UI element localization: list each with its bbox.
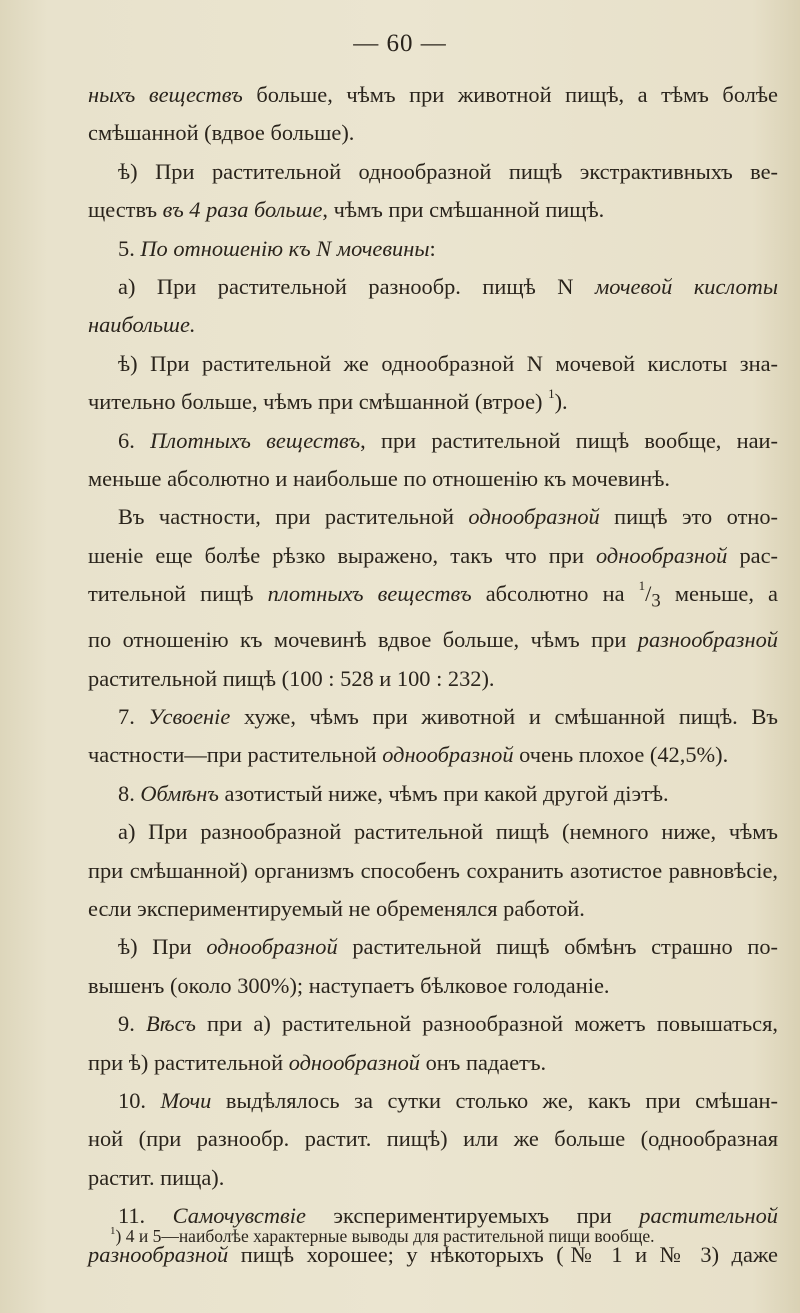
text-run: вышенъ (около 300%); наступаетъ бѣлковое голоданіе. <box>88 972 610 998</box>
text-run: шеніе еще болѣе рѣзко выражено, такъ что при <box>88 542 597 568</box>
text-run: ществъ <box>88 197 163 223</box>
italic-text: Самочувствіе <box>172 1203 306 1229</box>
footnote-text: ) 4 и 5—наиболѣе характерные выводы для растительной пищи вообще. <box>115 1226 655 1246</box>
text-run: выдѣлялось за сутки столько же, какъ при смѣшан- <box>211 1088 778 1114</box>
text-run: : <box>429 235 436 261</box>
italic-text: мочевой кислоты <box>594 274 778 300</box>
italic-text: растительной <box>639 1203 778 1229</box>
text-run: , при растительной пищѣ вообще, наи- <box>360 427 778 453</box>
italic-text: однообразной <box>468 504 600 530</box>
text-line <box>88 268 778 306</box>
text-line <box>88 383 778 421</box>
text-line <box>88 230 778 268</box>
italic-text: Обмѣнъ <box>140 780 219 806</box>
text-run: меньше, а <box>660 581 778 607</box>
text-run: растит. пища). <box>88 1164 225 1190</box>
text-run: тительной пищѣ <box>88 581 268 607</box>
text-run: 7. <box>118 703 149 729</box>
text-run: 11. <box>118 1203 173 1229</box>
text-line <box>88 890 778 928</box>
italic-text: Вѣсъ <box>145 1011 196 1037</box>
italic-text: наибольше. <box>88 312 196 338</box>
italic-text: Усвоеніе <box>148 703 231 729</box>
text-run: азотистый ниже, чѣмъ при какой другой діэтѣ. <box>218 780 669 806</box>
italic-text: однообразной <box>206 934 338 960</box>
text-run: 10. <box>118 1088 161 1114</box>
text-run: пищѣ это отно- <box>599 504 778 530</box>
text-run: меньше абсолютно и наибольше по отношенію къ мочевинѣ. <box>88 466 671 492</box>
text-run: 8. <box>118 780 141 806</box>
text-run: 6. <box>118 427 151 453</box>
text-run: ѣ) При растительной же однообразной N мочевой кислоты зна- <box>118 350 778 376</box>
footnote <box>110 1226 770 1247</box>
italic-text: разнообразной <box>88 1241 229 1267</box>
text-run: по отношенію къ мочевинѣ вдвое больше, чѣмъ при <box>88 627 638 653</box>
text-run: при ѣ) растительной <box>88 1049 289 1075</box>
italic-text: однообразной <box>288 1049 421 1075</box>
text-run: ѣ) При растительной однообразной пищѣ экстрактивныхъ ве- <box>118 158 778 184</box>
text-run: 9. <box>118 1011 146 1037</box>
text-line <box>88 1120 778 1158</box>
text-line <box>88 345 778 383</box>
page-number: — 60 — <box>353 30 447 57</box>
italic-text: ныхъ веществъ <box>88 82 243 107</box>
text-line <box>88 498 778 536</box>
text-line <box>88 1159 778 1197</box>
text-line <box>88 813 778 851</box>
text-line <box>88 967 778 1005</box>
text-line <box>88 775 778 813</box>
text-run: смѣшанной (вдвое больше). <box>88 120 355 146</box>
text-run: растительной пищѣ обмѣнъ страшно по- <box>337 934 778 960</box>
text-run: пищѣ хорошее; у нѣкоторыхъ (№ 1 и № 3) даже <box>228 1241 778 1267</box>
text-run: при а) растительной разнообразной можетъ повышаться, <box>195 1011 779 1037</box>
italic-text: въ 4 раза больше <box>162 197 323 223</box>
text-line <box>88 306 778 344</box>
text-run: ѣ) При <box>118 934 207 960</box>
text-run: / <box>645 581 652 607</box>
text-line <box>88 575 778 621</box>
text-run: а) При растительной разнообр. пищѣ N <box>118 274 595 300</box>
subscript: 3 <box>651 590 661 612</box>
text-line <box>88 621 778 659</box>
text-run: экспериментируемыхъ при <box>305 1203 640 1229</box>
text-run: если экспериментируемый не обременялся работой. <box>88 896 585 921</box>
italic-text: плотныхъ веществъ <box>267 581 472 607</box>
text-line <box>88 1082 778 1120</box>
text-line <box>88 153 778 191</box>
text-run: онъ падаетъ. <box>420 1049 547 1075</box>
text-run: рас- <box>727 542 778 568</box>
text-run: больше, чѣмъ при животной пищѣ, а тѣмъ болѣе <box>242 82 778 107</box>
text-line <box>88 852 778 890</box>
text-line <box>88 76 778 114</box>
text-line <box>88 660 778 698</box>
text-run: а) При разнообразной растительной пищѣ (немного ниже, чѣмъ <box>118 819 778 845</box>
text-run: ). <box>554 389 568 415</box>
text-line <box>88 460 778 498</box>
text-run: , чѣмъ при смѣшанной пищѣ. <box>322 197 605 223</box>
text-run: растительной пищѣ (100 : 528 и 100 : 232). <box>88 665 495 691</box>
text-run: 5. <box>118 235 141 261</box>
superscript: 1 <box>548 386 555 402</box>
text-line <box>88 1005 778 1043</box>
page-body-text <box>88 76 778 1274</box>
italic-text: Плотныхъ веществъ <box>150 427 361 453</box>
italic-text: однообразной <box>382 742 514 768</box>
text-line <box>88 191 778 229</box>
text-run: Въ частности, при растительной <box>118 504 469 530</box>
text-line <box>88 422 778 460</box>
text-run: хуже, чѣмъ при животной и смѣшанной пищѣ. Въ <box>230 703 779 729</box>
text-run: ной (при разнообр. растит. пищѣ) или же больше (однообразная <box>88 1126 778 1152</box>
text-run: чительно больше, чѣмъ при смѣшанной (втрое) <box>88 389 549 415</box>
text-run: при смѣшанной) организмъ способенъ сохранить азотистое равновѣсіе, <box>88 857 778 883</box>
text-line <box>88 114 778 152</box>
italic-text: По отношенію къ N мочевины <box>140 235 430 261</box>
text-run: абсолютно на <box>471 581 639 607</box>
italic-text: разнообразной <box>637 627 778 653</box>
italic-text: Мочи <box>160 1088 212 1114</box>
text-run: очень плохое (42,5%). <box>513 742 729 768</box>
italic-text: однообразной <box>596 542 728 568</box>
text-line <box>88 1044 778 1082</box>
text-line <box>88 928 778 966</box>
superscript: 1 <box>638 578 646 594</box>
footnote-mark: 1 <box>110 1225 116 1237</box>
text-line <box>88 698 778 736</box>
text-line <box>88 736 778 774</box>
text-line <box>88 537 778 575</box>
text-run: частности—при растительной <box>88 742 383 768</box>
